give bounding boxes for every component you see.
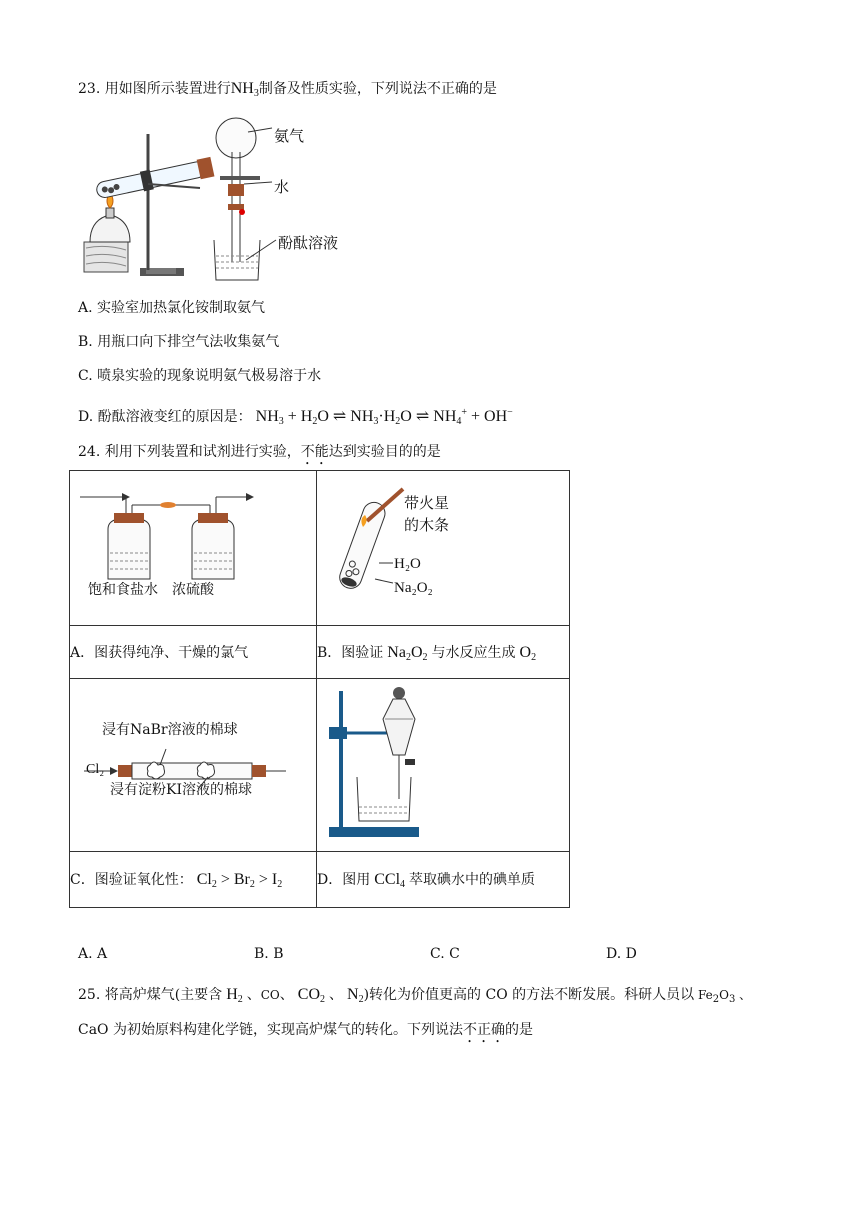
q24-stem: 24. 利用下列装置和试剂进行实验，不能达到实验目的的是 <box>78 444 441 460</box>
choice-a: A. A <box>78 946 108 962</box>
label-glowing-splint-2: 的木条 <box>404 516 450 534</box>
label-cl2: Cl₂ <box>86 762 105 777</box>
equation: $NH_3 + H_2O$ ⇌ $NH_3\cdot H_2O$ ⇌ $NH_4^+ + OH^-$ <box>251 407 513 427</box>
q23-option-b: B. 用瓶口向下排空气法收集氨气 <box>78 334 280 350</box>
label-ammonia: 氨气 <box>274 127 305 145</box>
label-glowing-splint-1: 带火星 <box>404 494 450 512</box>
label-na2o2: Na₂O₂ <box>394 580 433 596</box>
q23-option-d: D. 酚酞溶液变红的原因是： $NH_3 + H_2O$ ⇌ $NH_3\cdot H_2O$ ⇌ $NH_4^+ + OH^-$ <box>78 407 513 427</box>
q24-options-table <box>69 470 570 908</box>
separatory-funnel-figure <box>317 679 569 847</box>
choice-c: C. C <box>430 946 460 962</box>
label-h2o: H₂O <box>394 556 421 572</box>
beaker-d <box>357 777 411 821</box>
q25-line-2: CaO 为初始原料构建化学链，实现高炉煤气的转化。下列说法不正确的是 <box>78 1022 533 1038</box>
sep-funnel <box>383 699 415 755</box>
label-water: 水 <box>274 178 290 196</box>
q23-option-c: C. 喷泉实验的现象说明氨气极易溶于水 <box>78 368 322 384</box>
choice-d: D. D <box>606 946 637 962</box>
label-nabr-cotton: 浸有NaBr溶液的棉球 <box>102 722 238 738</box>
label-phenolphthalein: 酚酞溶液 <box>278 234 339 252</box>
label-ki-cotton: 浸有淀粉KI溶液的棉球 <box>110 782 252 798</box>
caption-a: A．图获得纯净、干燥的氯气 <box>70 626 317 679</box>
q23-option-a: A. 实验室加热氯化铵制取氨气 <box>78 300 266 316</box>
beaker <box>214 240 260 280</box>
caption-c: C．图验证氧化性： $Cl_2 > Br_2 > I_2$ <box>70 852 317 908</box>
q25-line-1: 25. 将高炉煤气(主要含 $H_2$ 、CO、 $CO_2$ 、 $N_2$)转化为价值更高的 CO 的方法不断发展。科研人员以 $Fe_2O_3$ 、 <box>78 986 752 1005</box>
label-conc-sulfuric: 浓硫酸 <box>172 582 214 598</box>
cell-figure-c <box>70 679 317 852</box>
cell-figure-d <box>317 679 570 852</box>
label-saturated-brine: 饱和食盐水 <box>88 582 158 598</box>
bottle-1 <box>108 519 150 579</box>
bottle-2 <box>192 519 234 579</box>
q23-stem: 23. 用如图所示装置进行$NH_3$制备及性质实验，下列说法不正确的是 <box>78 80 497 99</box>
caption-d: D．图用 CCl$_4$ 萃取碘水中的碘单质 <box>317 852 570 908</box>
halogen-tube-figure <box>70 679 316 847</box>
cell-figure-a <box>70 471 317 626</box>
choice-b: B. B <box>254 946 284 962</box>
cotton-ball-1 <box>147 762 164 779</box>
alcohol-burner <box>90 216 130 242</box>
cotton-ball-2 <box>197 762 214 779</box>
caption-b: B．图验证 $Na_2O_2$ 与水反应生成 $O_2$ <box>317 626 570 679</box>
q23-apparatus-figure <box>80 112 370 282</box>
flask <box>216 118 256 158</box>
